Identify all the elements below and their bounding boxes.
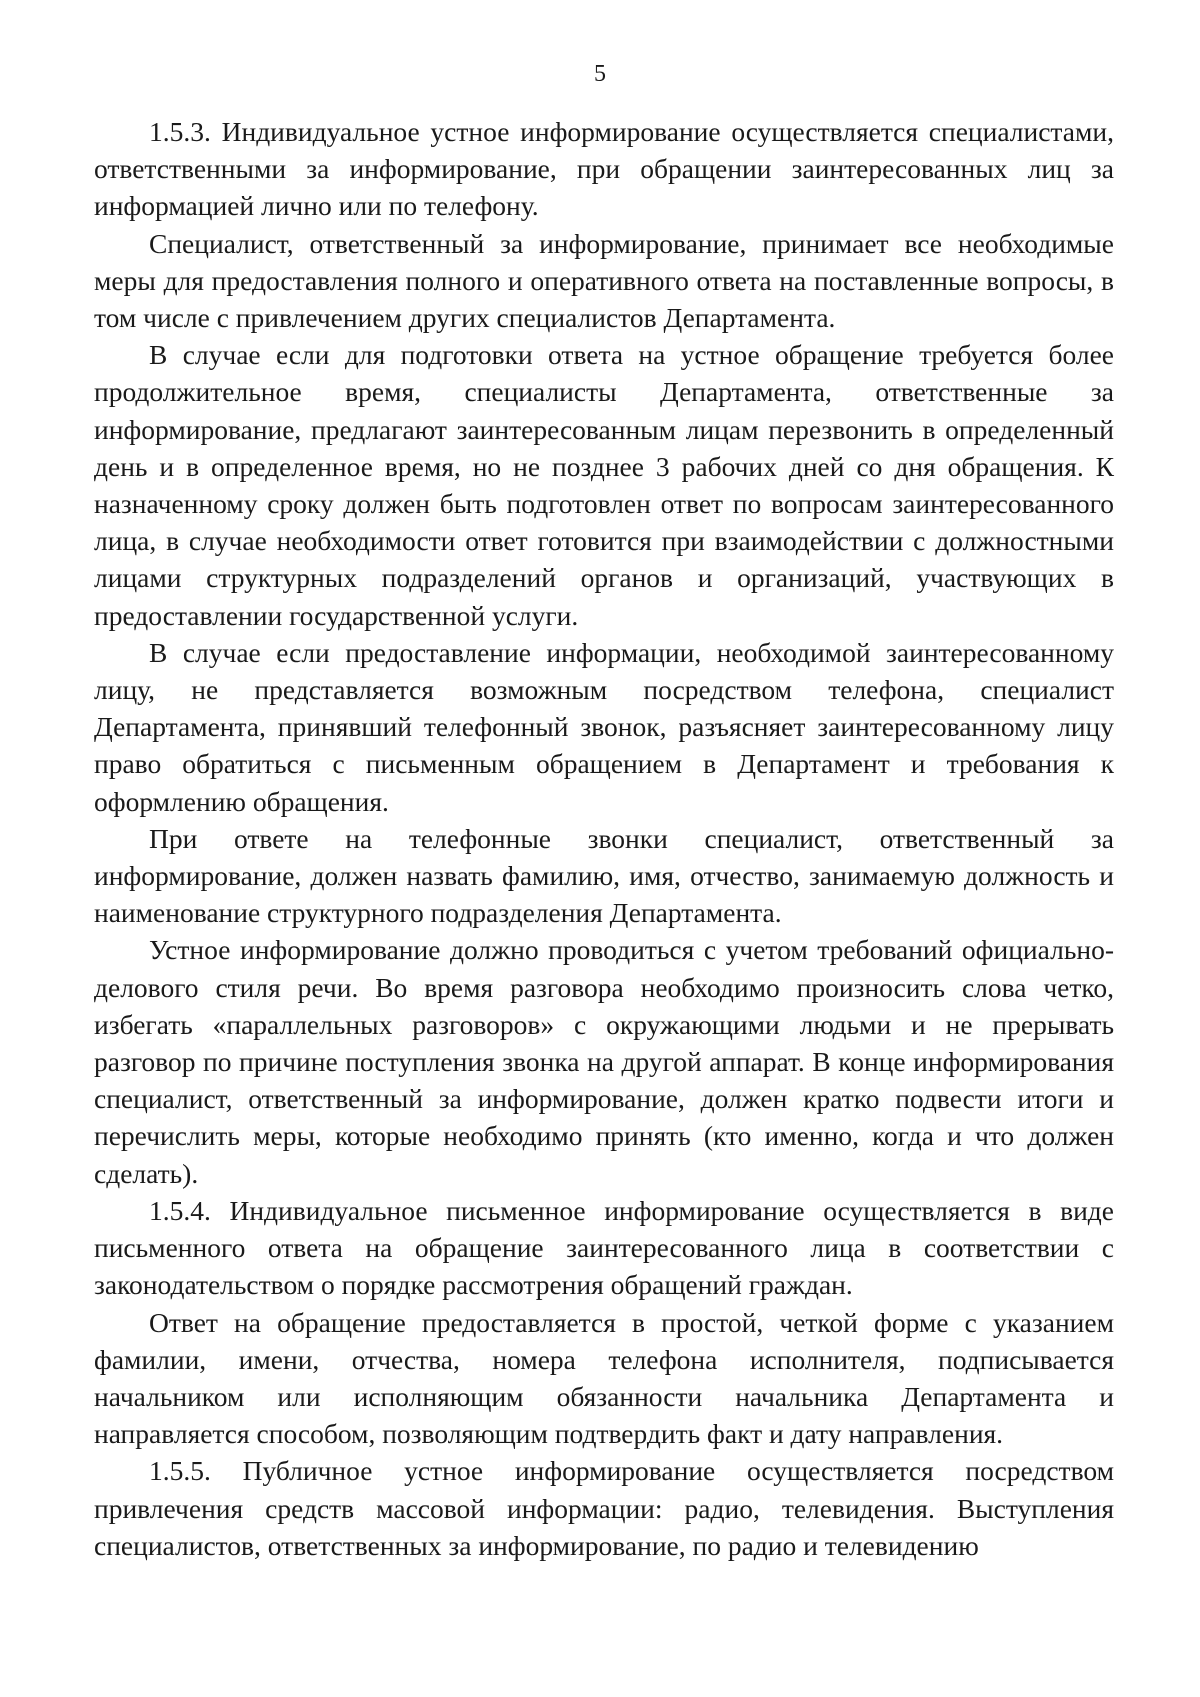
document-body [94, 113, 1114, 1564]
paragraph-1-5-3: 1.5.3. Индивидуальное устное информирование осуществляется специалистами, ответственными за информирование, при обращении заинтересованных лиц за информацией лично или по телефону. [94, 116, 1114, 222]
paragraph-oral-style: Устное информирование должно проводиться с учетом требований официально-делового стиля речи. Во время разговора необходимо произносить слова четко, избегать «параллельных разговоров» с окружающими людьми и не прерывать разговор по причине поступления звонка на другой аппарат. В конце информирования специалист, ответственный за информирование, должен кратко подвести итоги и перечислить меры, которые необходимо принять (кто именно, когда и что должен сделать). [94, 934, 1114, 1189]
paragraph-specialist-measures: Специалист, ответственный за информирование, принимает все необходимые меры для предоставления полного и оперативного ответа на поставленные вопросы, в том числе с привлечением других специалистов Департамента. [94, 227, 1114, 334]
paragraph-1-5-4: 1.5.4. Индивидуальное письменное информирование осуществляется в виде письменного ответа на обращение заинтересованного лица в соответствии с законодательством о порядке рассмотрения обращений граждан. [94, 1194, 1114, 1301]
paragraph-answer-form: Ответ на обращение предоставляется в простой, четкой форме с указанием фамилии, имени, отчества, номера телефона исполнителя, подписывается начальником или исполняющим обязанности начальника Департамента и направляется способом, позволяющим подтвердить факт и дату направления. [94, 1306, 1114, 1450]
paragraph-not-possible-by-phone: В случае если предоставление информации, необходимой заинтересованному лицу, не представляется возможным посредством телефона, специалист Департамента, принявший телефонный звонок, разъясняет заинтересованному лицу право обратиться с письменным обращением в Департамент и требования к оформлению обращения. [94, 636, 1114, 817]
paragraph-longer-time: В случае если для подготовки ответа на устное обращение требуется более продолжительное время, специалисты Департамента, ответственные за информирование, предлагают заинтересованным лицам перезвонить в определенный день и в определенное время, но не позднее 3 рабочих дней со дня обращения. К назначенному сроку должен быть подготовлен ответ по вопросам заинтересованного лица, в случае необходимости ответ готовится при взаимодействии с должностными лицами структурных подразделений органов и организаций, участвующих в предоставлении государственной услуги. [94, 339, 1114, 631]
page-number: 5 [594, 61, 606, 87]
paragraph-phone-answer: При ответе на телефонные звонки специалист, ответственный за информирование, должен назвать фамилию, имя, отчество, занимаемую должность и наименование структурного подразделения Департамента. [94, 822, 1114, 929]
paragraph-1-5-5: 1.5.5. Публичное устное информирование осуществляется посредством привлечения средств массовой информации: радио, телевидения. Выступления специалистов, ответственных за информирование, по радио и телевидению [94, 1455, 1114, 1561]
